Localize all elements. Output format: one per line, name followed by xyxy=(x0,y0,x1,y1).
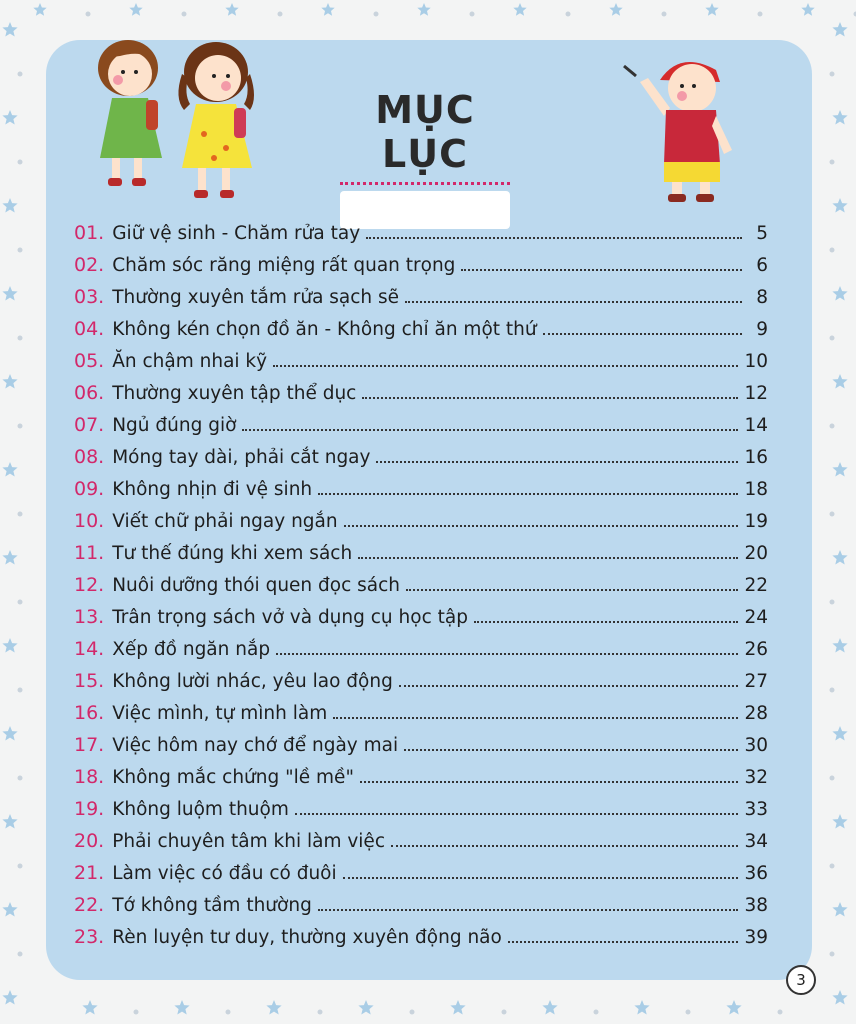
toc-entry-page: 22 xyxy=(744,575,768,596)
star-icon xyxy=(33,3,46,16)
toc-dot-leader xyxy=(366,237,742,239)
dot-icon xyxy=(226,1010,231,1015)
toc-entry-title: Nuôi dưỡng thói quen đọc sách xyxy=(112,575,401,596)
star-icon xyxy=(2,462,17,477)
toc-entry-number: 19. xyxy=(74,798,105,820)
toc-entry xyxy=(74,478,768,510)
dot-icon xyxy=(758,12,763,17)
toc-entry-page: 32 xyxy=(744,767,768,788)
toc-entry xyxy=(74,862,768,894)
toc-entry-page: 12 xyxy=(744,383,768,404)
toc-entry-page: 18 xyxy=(744,479,768,500)
toc-entry-page: 30 xyxy=(744,735,768,756)
toc-dot-leader xyxy=(362,397,738,399)
star-icon xyxy=(358,1000,373,1015)
toc-dot-leader xyxy=(273,365,738,367)
star-icon xyxy=(832,638,847,653)
star-icon xyxy=(705,3,718,16)
toc-entry-number: 07. xyxy=(74,414,105,436)
toc-entry-page: 39 xyxy=(744,927,768,948)
toc-entry-number: 05. xyxy=(74,350,105,372)
toc-entry-number: 17. xyxy=(74,734,105,756)
toc-entry xyxy=(74,542,768,574)
star-icon xyxy=(225,3,238,16)
toc-dot-leader xyxy=(404,749,738,751)
star-icon xyxy=(832,22,847,37)
dot-icon xyxy=(18,72,23,77)
dot-icon xyxy=(778,1010,783,1015)
star-icon xyxy=(321,3,334,16)
dot-icon xyxy=(830,688,835,693)
star-icon xyxy=(609,3,622,16)
dot-icon xyxy=(830,512,835,517)
toc-entry xyxy=(74,382,768,414)
toc-entry xyxy=(74,766,768,798)
star-icon xyxy=(832,990,847,1005)
dot-icon xyxy=(18,248,23,253)
toc-dot-leader xyxy=(543,333,742,335)
toc-dot-leader xyxy=(391,845,738,847)
boy-red-cap-illustration xyxy=(620,46,736,208)
toc-entry-number: 18. xyxy=(74,766,105,788)
dot-icon xyxy=(18,600,23,605)
toc-entry-title: Không kén chọn đồ ăn - Không chỉ ăn một thứ xyxy=(112,319,537,340)
toc-entry-title: Không nhịn đi vệ sinh xyxy=(112,479,313,500)
star-icon xyxy=(2,22,17,37)
toc-dot-leader xyxy=(358,557,738,559)
toc-entry-number: 02. xyxy=(74,254,105,276)
star-icon xyxy=(450,1000,465,1015)
star-icon xyxy=(832,462,847,477)
toc-entry-page: 28 xyxy=(744,703,768,724)
star-icon xyxy=(634,1000,649,1015)
star-icon xyxy=(801,3,814,16)
toc-entry-title: Tư thế đúng khi xem sách xyxy=(112,543,353,564)
toc-entry xyxy=(74,286,768,318)
dot-icon xyxy=(686,1010,691,1015)
toc-dot-leader xyxy=(318,909,739,911)
toc-entry-number: 03. xyxy=(74,286,105,308)
dot-icon xyxy=(278,12,283,17)
toc-entry-page: 38 xyxy=(744,895,768,916)
toc-entry-title: Móng tay dài, phải cắt ngay xyxy=(112,447,371,468)
dot-icon xyxy=(18,512,23,517)
toc-entry-number: 10. xyxy=(74,510,105,532)
toc-entry xyxy=(74,734,768,766)
toc-entry xyxy=(74,574,768,606)
title-block xyxy=(340,88,510,229)
toc-dot-leader xyxy=(242,429,738,431)
toc-entry-title: Việc hôm nay chớ để ngày mai xyxy=(112,735,399,756)
dot-icon xyxy=(18,336,23,341)
star-icon xyxy=(2,374,17,389)
toc-entry xyxy=(74,350,768,382)
star-icon xyxy=(832,286,847,301)
toc-dot-leader xyxy=(344,525,739,527)
toc-entry-page: 19 xyxy=(744,511,768,532)
toc-entry-title: Ăn chậm nhai kỹ xyxy=(112,351,268,372)
star-icon xyxy=(542,1000,557,1015)
dot-icon xyxy=(18,424,23,429)
dot-icon xyxy=(830,248,835,253)
toc-entry xyxy=(74,254,768,286)
toc-entry-title: Phải chuyên tâm khi làm việc xyxy=(112,831,385,852)
dot-icon xyxy=(830,600,835,605)
dot-icon xyxy=(470,12,475,17)
toc-entry-page: 33 xyxy=(744,799,768,820)
star-icon xyxy=(832,814,847,829)
dot-icon xyxy=(830,336,835,341)
toc-dot-leader xyxy=(343,877,739,879)
star-icon xyxy=(266,1000,281,1015)
toc-entry-page: 5 xyxy=(756,223,768,244)
star-icon xyxy=(2,726,17,741)
toc-entry-title: Việc mình, tự mình làm xyxy=(112,703,328,724)
star-icon xyxy=(2,198,17,213)
toc-entry-title: Làm việc có đầu có đuôi xyxy=(112,863,337,884)
dot-icon xyxy=(18,160,23,165)
toc-entry-title: Thường xuyên tập thể dục xyxy=(112,383,357,404)
toc-dot-leader xyxy=(406,589,738,591)
toc-entry-number: 21. xyxy=(74,862,105,884)
toc-entry-page: 14 xyxy=(744,415,768,436)
toc-entry-title: Không mắc chứng "lề mề" xyxy=(112,767,354,788)
toc-entry-number: 23. xyxy=(74,926,105,948)
toc-entry-title: Giữ vệ sinh - Chăm rửa tay xyxy=(112,223,361,244)
girl-green-dress-illustration xyxy=(90,36,170,194)
page-number: 3 xyxy=(786,965,816,995)
toc-entry-title: Không lười nhác, yêu lao động xyxy=(112,671,393,692)
toc-dot-leader xyxy=(376,461,738,463)
star-icon xyxy=(82,1000,97,1015)
toc-entry-page: 24 xyxy=(744,607,768,628)
dot-icon xyxy=(410,1010,415,1015)
toc-dot-leader xyxy=(333,717,738,719)
toc-entry-number: 16. xyxy=(74,702,105,724)
toc-entry-title: Viết chữ phải ngay ngắn xyxy=(112,511,338,532)
toc-entry xyxy=(74,638,768,670)
star-icon xyxy=(513,3,526,16)
toc-dot-leader xyxy=(318,493,738,495)
toc-entry xyxy=(74,446,768,478)
dot-icon xyxy=(830,424,835,429)
toc-entry xyxy=(74,702,768,734)
star-icon xyxy=(417,3,430,16)
toc-entry-number: 15. xyxy=(74,670,105,692)
toc-entry-page: 34 xyxy=(744,831,768,852)
toc-entry-page: 8 xyxy=(756,287,768,308)
toc-entry-page: 26 xyxy=(744,639,768,660)
dot-icon xyxy=(18,688,23,693)
toc-entry-number: 08. xyxy=(74,446,105,468)
toc-dot-leader xyxy=(405,301,742,303)
toc-entry-number: 06. xyxy=(74,382,105,404)
star-icon xyxy=(2,286,17,301)
star-icon xyxy=(832,902,847,917)
dot-icon xyxy=(18,952,23,957)
dot-icon xyxy=(830,776,835,781)
toc-entry xyxy=(74,926,768,958)
toc-entry-number: 01. xyxy=(74,222,105,244)
star-icon xyxy=(832,374,847,389)
toc-entry xyxy=(74,894,768,926)
star-icon xyxy=(832,550,847,565)
star-icon xyxy=(2,814,17,829)
star-icon xyxy=(2,902,17,917)
star-icon xyxy=(2,638,17,653)
toc-entry-number: 20. xyxy=(74,830,105,852)
dot-icon xyxy=(182,12,187,17)
dot-icon xyxy=(502,1010,507,1015)
toc-entry-title: Không luộm thuộm xyxy=(112,799,289,820)
toc-entry xyxy=(74,318,768,350)
dot-icon xyxy=(18,864,23,869)
dot-icon xyxy=(86,12,91,17)
dot-icon xyxy=(662,12,667,17)
toc-entry-number: 09. xyxy=(74,478,105,500)
toc-entry xyxy=(74,798,768,830)
dot-icon xyxy=(318,1010,323,1015)
girl-yellow-dress-illustration xyxy=(174,38,258,206)
toc-entry-number: 14. xyxy=(74,638,105,660)
toc-dot-leader xyxy=(276,653,738,655)
dot-icon xyxy=(830,72,835,77)
star-icon xyxy=(129,3,142,16)
toc-entry xyxy=(74,830,768,862)
toc-entry xyxy=(74,510,768,542)
dot-icon xyxy=(830,864,835,869)
toc-entry-number: 11. xyxy=(74,542,105,564)
title-dotted-divider xyxy=(340,182,510,185)
toc-entry-number: 13. xyxy=(74,606,105,628)
dot-icon xyxy=(830,160,835,165)
toc-dot-leader xyxy=(461,269,742,271)
toc-entry-number: 04. xyxy=(74,318,105,340)
page-title: MỤC LỤC xyxy=(375,88,475,176)
toc-entry-page: 27 xyxy=(744,671,768,692)
toc-entry-page: 20 xyxy=(744,543,768,564)
star-icon xyxy=(832,726,847,741)
toc-entry-page: 6 xyxy=(756,255,768,276)
star-icon xyxy=(832,110,847,125)
toc-list xyxy=(74,222,768,958)
toc-entry-page: 10 xyxy=(744,351,768,372)
toc-entry-title: Chăm sóc răng miệng rất quan trọng xyxy=(112,255,456,276)
dot-icon xyxy=(594,1010,599,1015)
toc-entry xyxy=(74,414,768,446)
dot-icon xyxy=(566,12,571,17)
toc-entry-page: 36 xyxy=(744,863,768,884)
dot-icon xyxy=(830,952,835,957)
toc-dot-leader xyxy=(360,781,739,783)
toc-entry-number: 12. xyxy=(74,574,105,596)
toc-entry-title: Xếp đồ ngăn nắp xyxy=(112,639,271,660)
toc-entry xyxy=(74,222,768,254)
toc-entry-title: Thường xuyên tắm rửa sạch sẽ xyxy=(112,287,400,308)
toc-entry-title: Ngủ đúng giờ xyxy=(112,415,237,436)
toc-dot-leader xyxy=(295,813,739,815)
dot-icon xyxy=(134,1010,139,1015)
toc-entry xyxy=(74,606,768,638)
toc-entry-title: Rèn luyện tư duy, thường xuyên động não xyxy=(112,927,502,948)
toc-entry-number: 22. xyxy=(74,894,105,916)
star-icon xyxy=(2,550,17,565)
toc-entry xyxy=(74,670,768,702)
toc-entry-title: Trân trọng sách vở và dụng cụ học tập xyxy=(112,607,468,628)
toc-entry-title: Tớ không tầm thường xyxy=(112,895,312,916)
dot-icon xyxy=(374,12,379,17)
toc-dot-leader xyxy=(399,685,739,687)
star-icon xyxy=(2,110,17,125)
star-icon xyxy=(726,1000,741,1015)
star-icon xyxy=(174,1000,189,1015)
dot-icon xyxy=(18,776,23,781)
star-icon xyxy=(832,198,847,213)
toc-entry-page: 9 xyxy=(756,319,768,340)
star-icon xyxy=(2,990,17,1005)
toc-dot-leader xyxy=(474,621,738,623)
toc-dot-leader xyxy=(508,941,739,943)
toc-entry-page: 16 xyxy=(744,447,768,468)
